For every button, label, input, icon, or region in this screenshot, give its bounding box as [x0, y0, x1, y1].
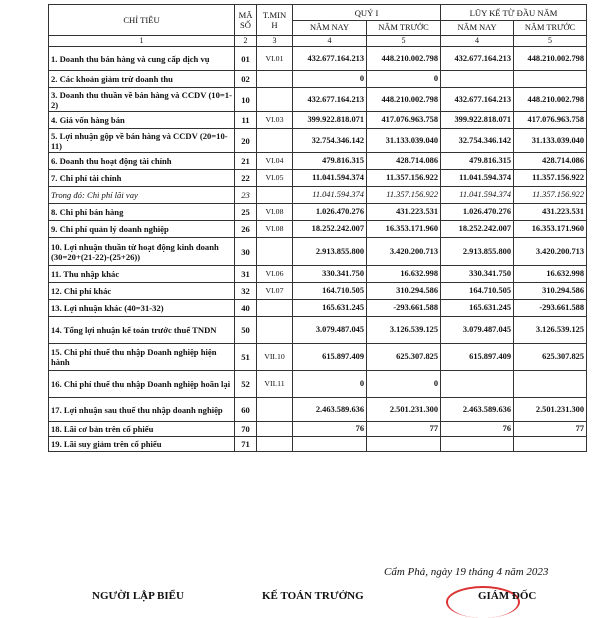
row-code: 31 — [235, 266, 257, 283]
row-name: 4. Giá vốn hàng bán — [49, 112, 235, 129]
row-ytd-this-year — [441, 437, 514, 452]
row-code: 22 — [235, 170, 257, 187]
table-row — [49, 112, 587, 129]
header-chi-tieu: CHỈ TIÊU — [49, 5, 235, 36]
row-ytd-last-year: 3.126.539.125 — [514, 317, 587, 344]
row-code: 21 — [235, 153, 257, 170]
row-ytd-this-year: 1.026.470.276 — [441, 204, 514, 221]
header-tmin: T.MIN H — [257, 5, 293, 36]
row-note: VI.07 — [257, 283, 293, 300]
row-quarter-last-year: 0 — [367, 371, 441, 398]
row-quarter-this-year: 0 — [293, 371, 367, 398]
row-quarter-last-year: 417.076.963.758 — [367, 112, 441, 129]
row-quarter-last-year: 31.133.039.040 — [367, 129, 441, 153]
col-index: 4 — [441, 36, 514, 47]
row-quarter-last-year: 16.353.171.960 — [367, 221, 441, 238]
row-ytd-this-year: 11.041.594.374 — [441, 187, 514, 204]
row-ytd-last-year: 11.357.156.922 — [514, 187, 587, 204]
row-quarter-this-year: 11.041.594.374 — [293, 187, 367, 204]
row-ytd-last-year — [514, 437, 587, 452]
row-ytd-last-year: 431.223.531 — [514, 204, 587, 221]
row-ytd-this-year: 164.710.505 — [441, 283, 514, 300]
row-note: VI.06 — [257, 266, 293, 283]
row-quarter-this-year: 165.631.245 — [293, 300, 367, 317]
row-ytd-this-year: 432.677.164.213 — [441, 47, 514, 71]
header-q-nam-nay: NĂM NAY — [293, 21, 367, 36]
row-name: 10. Lợi nhuận thuần từ hoạt động kinh doanh (30=20+(21-22)-(25+26)) — [49, 238, 235, 266]
col-index: 2 — [235, 36, 257, 47]
row-ytd-this-year: 11.041.594.374 — [441, 170, 514, 187]
row-quarter-this-year: 0 — [293, 71, 367, 88]
row-name: 6. Doanh thu hoạt động tài chính — [49, 153, 235, 170]
row-name: 2. Các khoản giảm trừ doanh thu — [49, 71, 235, 88]
col-index: 5 — [367, 36, 441, 47]
row-name: 13. Lợi nhuận khác (40=31-32) — [49, 300, 235, 317]
row-quarter-last-year: -293.661.588 — [367, 300, 441, 317]
row-ytd-last-year: 448.210.002.798 — [514, 88, 587, 112]
col-index: 4 — [293, 36, 367, 47]
row-ytd-this-year: 399.922.818.071 — [441, 112, 514, 129]
table-row — [49, 187, 587, 204]
row-code: 20 — [235, 129, 257, 153]
table-row — [49, 88, 587, 112]
row-note: VI.01 — [257, 47, 293, 71]
row-ytd-last-year: 16.353.171.960 — [514, 221, 587, 238]
row-ytd-this-year: 32.754.346.142 — [441, 129, 514, 153]
row-note: VI.04 — [257, 153, 293, 170]
row-ytd-last-year — [514, 71, 587, 88]
row-code: 25 — [235, 204, 257, 221]
row-ytd-last-year: 428.714.086 — [514, 153, 587, 170]
header-quy: QUÝ I — [293, 5, 441, 21]
col-index: 3 — [257, 36, 293, 47]
table-row — [49, 422, 587, 437]
row-name: Trong đó: Chi phí lãi vay — [49, 187, 235, 204]
row-quarter-this-year: 399.922.818.071 — [293, 112, 367, 129]
signature-director: GIÁM ĐỐC — [478, 590, 537, 602]
row-quarter-last-year: 431.223.531 — [367, 204, 441, 221]
table-row — [49, 47, 587, 71]
row-code: 40 — [235, 300, 257, 317]
header-lk-nam-nay: NĂM NAY — [441, 21, 514, 36]
table-row — [49, 283, 587, 300]
header-ma-so: MÃ SỐ — [235, 5, 257, 36]
row-ytd-this-year: 18.252.242.007 — [441, 221, 514, 238]
row-name: 12. Chi phí khác — [49, 283, 235, 300]
row-quarter-this-year: 2.913.855.800 — [293, 238, 367, 266]
table-row — [49, 153, 587, 170]
row-quarter-this-year: 76 — [293, 422, 367, 437]
row-quarter-last-year: 3.420.200.713 — [367, 238, 441, 266]
row-ytd-this-year — [441, 371, 514, 398]
table-row — [49, 300, 587, 317]
row-name: 19. Lãi suy giảm trên cổ phiếu — [49, 437, 235, 452]
income-table — [48, 4, 587, 452]
row-name: 15. Chi phí thuế thu nhập Doanh nghiệp hiện hành — [49, 344, 235, 371]
row-note — [257, 187, 293, 204]
row-quarter-this-year: 11.041.594.374 — [293, 170, 367, 187]
row-note: VII.11 — [257, 371, 293, 398]
row-ytd-last-year: 77 — [514, 422, 587, 437]
row-ytd-this-year: 2.463.589.636 — [441, 398, 514, 422]
row-quarter-last-year: 16.632.998 — [367, 266, 441, 283]
table-body — [49, 47, 587, 452]
header-luy-ke: LŨY KẾ TỪ ĐẦU NĂM — [441, 5, 587, 21]
row-name: 1. Doanh thu bán hàng và cung cấp dịch vụ — [49, 47, 235, 71]
row-quarter-last-year: 448.210.002.798 — [367, 88, 441, 112]
row-note — [257, 300, 293, 317]
row-code: 71 — [235, 437, 257, 452]
row-code: 02 — [235, 71, 257, 88]
row-quarter-this-year: 3.079.487.045 — [293, 317, 367, 344]
row-quarter-this-year — [293, 437, 367, 452]
row-quarter-last-year: 448.210.002.798 — [367, 47, 441, 71]
row-ytd-this-year: 432.677.164.213 — [441, 88, 514, 112]
row-code: 50 — [235, 317, 257, 344]
row-ytd-last-year: 310.294.586 — [514, 283, 587, 300]
row-quarter-this-year: 479.816.315 — [293, 153, 367, 170]
col-index: 5 — [514, 36, 587, 47]
income-statement — [48, 4, 586, 452]
col-index: 1 — [49, 36, 235, 47]
row-name: 5. Lợi nhuận gộp về bán hàng và CCDV (20=10-11) — [49, 129, 235, 153]
row-quarter-this-year: 432.677.164.213 — [293, 88, 367, 112]
row-ytd-last-year: 448.210.002.798 — [514, 47, 587, 71]
row-quarter-last-year: 2.501.231.300 — [367, 398, 441, 422]
table-row — [49, 398, 587, 422]
row-name: 8. Chi phí bán hàng — [49, 204, 235, 221]
table-row — [49, 170, 587, 187]
row-note: VI.08 — [257, 221, 293, 238]
row-code: 60 — [235, 398, 257, 422]
row-note — [257, 88, 293, 112]
row-quarter-last-year: 11.357.156.922 — [367, 170, 441, 187]
row-quarter-last-year: 0 — [367, 71, 441, 88]
row-name: 14. Tổng lợi nhuận kế toán trước thuế TNDN — [49, 317, 235, 344]
row-note — [257, 129, 293, 153]
row-name: 11. Thu nhập khác — [49, 266, 235, 283]
table-row — [49, 204, 587, 221]
row-quarter-last-year: 11.357.156.922 — [367, 187, 441, 204]
table-row — [49, 437, 587, 452]
row-quarter-this-year: 2.463.589.636 — [293, 398, 367, 422]
row-ytd-last-year: 11.357.156.922 — [514, 170, 587, 187]
row-ytd-last-year: 2.501.231.300 — [514, 398, 587, 422]
row-code: 32 — [235, 283, 257, 300]
row-code: 23 — [235, 187, 257, 204]
row-code: 26 — [235, 221, 257, 238]
signature-preparer: NGƯỜI LẬP BIỂU — [92, 590, 184, 602]
table-row — [49, 317, 587, 344]
row-code: 10 — [235, 88, 257, 112]
row-ytd-this-year: 2.913.855.800 — [441, 238, 514, 266]
row-note: VI.03 — [257, 112, 293, 129]
row-ytd-this-year: 3.079.487.045 — [441, 317, 514, 344]
row-code: 70 — [235, 422, 257, 437]
row-quarter-last-year: 310.294.586 — [367, 283, 441, 300]
row-ytd-last-year: 3.420.200.713 — [514, 238, 587, 266]
row-ytd-last-year: 625.307.825 — [514, 344, 587, 371]
row-quarter-last-year: 428.714.086 — [367, 153, 441, 170]
row-note — [257, 71, 293, 88]
table-row — [49, 266, 587, 283]
row-quarter-this-year: 615.897.409 — [293, 344, 367, 371]
row-name: 18. Lãi cơ bản trên cổ phiếu — [49, 422, 235, 437]
row-quarter-last-year: 3.126.539.125 — [367, 317, 441, 344]
row-quarter-this-year: 432.677.164.213 — [293, 47, 367, 71]
row-quarter-last-year — [367, 437, 441, 452]
row-quarter-this-year: 32.754.346.142 — [293, 129, 367, 153]
signature-chief-accountant: KẾ TOÁN TRƯỞNG — [262, 590, 364, 602]
header-lk-nam-truoc: NĂM TRƯỚC — [514, 21, 587, 36]
row-code: 30 — [235, 238, 257, 266]
row-ytd-last-year: 16.632.998 — [514, 266, 587, 283]
row-quarter-last-year: 625.307.825 — [367, 344, 441, 371]
row-quarter-this-year: 164.710.505 — [293, 283, 367, 300]
row-note — [257, 398, 293, 422]
row-ytd-this-year — [441, 71, 514, 88]
row-ytd-this-year: 479.816.315 — [441, 153, 514, 170]
row-quarter-last-year: 77 — [367, 422, 441, 437]
table-row — [49, 238, 587, 266]
row-ytd-this-year: 76 — [441, 422, 514, 437]
header-q-nam-truoc: NĂM TRƯỚC — [367, 21, 441, 36]
table-row — [49, 371, 587, 398]
row-name: 7. Chi phí tài chính — [49, 170, 235, 187]
row-ytd-this-year: 165.631.245 — [441, 300, 514, 317]
row-code: 52 — [235, 371, 257, 398]
row-ytd-last-year: -293.661.588 — [514, 300, 587, 317]
row-ytd-last-year — [514, 371, 587, 398]
row-quarter-this-year: 1.026.470.276 — [293, 204, 367, 221]
table-row — [49, 71, 587, 88]
row-note — [257, 238, 293, 266]
row-name: 16. Chi phí thuế thu nhập Doanh nghiệp hoãn lại — [49, 371, 235, 398]
table-row — [49, 221, 587, 238]
table-row — [49, 129, 587, 153]
row-name: 3. Doanh thu thuần về bán hàng và CCDV (10=1-2) — [49, 88, 235, 112]
row-name: 17. Lợi nhuận sau thuế thu nhập doanh nghiệp — [49, 398, 235, 422]
row-ytd-this-year: 615.897.409 — [441, 344, 514, 371]
row-note — [257, 437, 293, 452]
document-date: Cẩm Phả, ngày 19 tháng 4 năm 2023 — [384, 566, 549, 578]
table-row — [49, 344, 587, 371]
row-note — [257, 317, 293, 344]
row-note — [257, 422, 293, 437]
row-ytd-this-year: 330.341.750 — [441, 266, 514, 283]
row-ytd-last-year: 417.076.963.758 — [514, 112, 587, 129]
row-ytd-last-year: 31.133.039.040 — [514, 129, 587, 153]
row-note: VI.05 — [257, 170, 293, 187]
row-code: 51 — [235, 344, 257, 371]
row-quarter-this-year: 18.252.242.007 — [293, 221, 367, 238]
row-note: VII.10 — [257, 344, 293, 371]
row-name: 9. Chi phí quản lý doanh nghiệp — [49, 221, 235, 238]
row-quarter-this-year: 330.341.750 — [293, 266, 367, 283]
row-code: 01 — [235, 47, 257, 71]
row-code: 11 — [235, 112, 257, 129]
row-note: VI.08 — [257, 204, 293, 221]
